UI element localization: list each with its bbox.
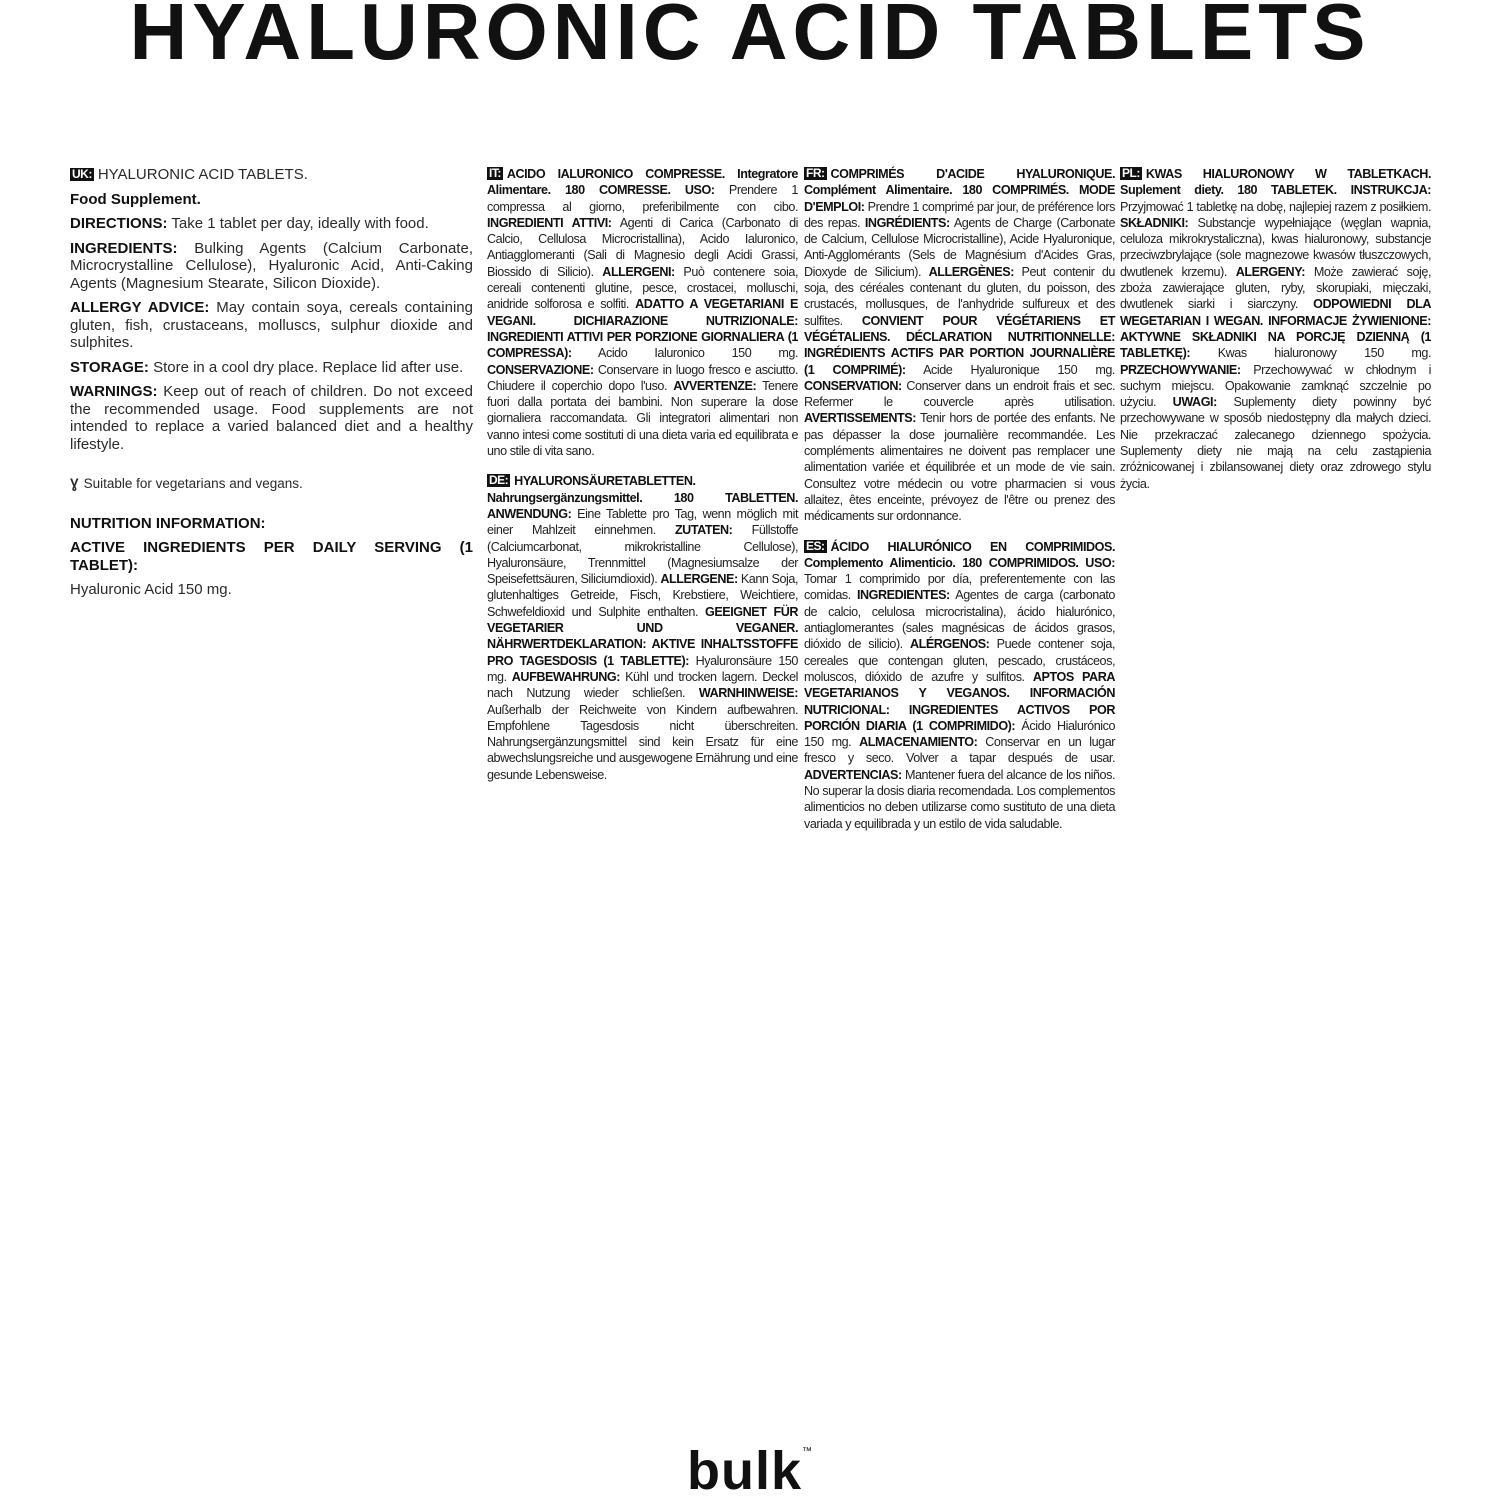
section-label: ALLERGÈNES: (928, 264, 1014, 279)
section-text: Kühl und trocken lagern. Deckel nach Nutzung wieder schließen. (487, 669, 798, 701)
storage-text: Store in a cool dry place. Replace lid after use. (148, 358, 464, 376)
section-text: Mantener fuera del alcance de los niños. No superar la dosis diaria recomendada. Los complementos alimenticios no deben utilizarse como sustituto de una dieta variada y equilibrada y un estilo de vida saludable. (804, 767, 1115, 831)
trademark: ™ (802, 1446, 813, 1457)
section-text: Kwas hialuronowy 150 mg. (1190, 346, 1431, 361)
section-text: Prendre 1 comprimé par jour, de préférence lors des repas. (804, 199, 1115, 230)
section-label: WARNHINWEISE: (698, 686, 798, 701)
fr-flag-badge: FR: (806, 166, 825, 180)
uk-flag-badge: UK: (72, 167, 92, 181)
section-text: Prendere 1 compressa al giorno, preferibilmente con cibo. (487, 183, 798, 214)
column-pl (1120, 166, 1431, 506)
section-es (804, 539, 1115, 832)
section-label: KWAS HIALURONOWY W TABLETKACH. Suplement diety. 180 TABLETEK. INSTRUKCJA: (1120, 167, 1431, 198)
section-label: CONVIENT POUR VÉGÉTARIENS ET VÉGÉTALIENS. DÉCLARATION NUTRITIONNELLE: INGRÉDIENTS ACTIFS PAR PORTION JOURNALIÈRE (1 COMPRIMÉ): (804, 313, 1115, 377)
column-fr-es (804, 166, 1115, 846)
allergy-text: May contain soya, cereals containing gluten, fish, crustaceans, molluscs, sulphur dioxide and sulphites. (70, 299, 473, 351)
section-label: ÁCIDO HIALURÓNICO EN COMPRIMIDOS. Complemento Alimenticio. 180 COMPRIMIDOS. USO: (804, 539, 1115, 570)
warnings-label: WARNINGS: (70, 383, 158, 400)
bulk-logo (0, 1440, 1500, 1502)
section-fr (804, 166, 1115, 525)
uk-heading: HYALURONIC ACID TABLETS. (97, 166, 308, 183)
section-text: Agenti di Carica (Carbonato di Calcio, Cellulosa Microcristallina), Acido Ialuronico, Antiagglomeranti (Sali di Magnesio degli Acidi Grassi, Biossido di Silicio). (487, 215, 798, 279)
section-text: Tenir hors de portée des enfants. Ne pas dépasser la dose journalière recommandée. Les compléments alimentaires ne doivent pas remplacer une alimentation variée et équilibrée et un mode de vie sain. Consultez votre médecin ou votre pharmacien si vous allaitez, êtes enceinte, prévoyez de l'être ou prenez des médicaments sur ordonnance. (804, 411, 1115, 524)
section-label: INGREDIENTES: (856, 588, 950, 603)
section-label: ODPOWIEDNI DLA WEGETARIAN I WEGAN. INFORMACJE ŻYWIENIONE: AKTYWNE SKŁADNIKI NA PORCJĘ DZIENNĄ (1 TABLETKĘ): (1120, 297, 1431, 361)
section-de (487, 473, 798, 783)
section-label: UWAGI: (1172, 395, 1217, 410)
allergy-label: ALLERGY ADVICE: (70, 299, 210, 316)
section-text: Przyjmować 1 tabletkę na dobę, najlepiej razem z posiłkiem. (1120, 199, 1431, 214)
section-label: CONSERVATION: (804, 378, 902, 393)
section-text: Substancje wypełniające (węglan wapnia, celuloza mikrokrystaliczna), kwas hialuronowy, substancje przeciwzbrylające (sole magnezowe kwasów tłuszczowych, dwutlenek krzemu). (1120, 215, 1431, 279)
section-it (487, 166, 798, 459)
storage-label: STORAGE: (70, 358, 149, 376)
ingredients-label: INGREDIENTS: (70, 239, 178, 257)
section-label: COMPRIMÉS D'ACIDE HYALURONIQUE. Complément Alimentaire. 180 COMPRIMÉS. MODE D'EMPLOI: (804, 167, 1115, 214)
section-text: Puede contener soja, cereales que contengan gluten, pescado, crustáceos, moluscos, dióxido de azufre y sulfitos. (804, 637, 1115, 684)
section-label: ALMACENAMIENTO: (859, 735, 978, 750)
section-label: HYALURONSÄURETABLETTEN. Nahrungsergänzungsmittel. 180 TABLETTEN. ANWENDUNG: (487, 474, 798, 521)
section-text: Może zawierać soję, zboża zawierające gluten, ryby, skorupiaki, mięczaki, dwutlenek siarki i siarczyny. (1120, 264, 1432, 312)
nutrition-heading: NUTRITION INFORMATION: (70, 514, 266, 532)
brand-name: bulk (686, 1441, 802, 1501)
section-text: Tenere fuori dalla portata dei bambini. Non superare la dose giornaliera raccomandata. Gli integratori alimentari non vanno intesi come sostituti di una dieta varia ed equilibrata e uno stile di vita sano. (487, 378, 798, 459)
section-label: ALÉRGENOS: (909, 637, 990, 652)
food-supplement: Food Supplement. (70, 190, 201, 208)
section-text: Ácido Hialurónico 150 mg. (804, 718, 1115, 750)
section-pl (1120, 166, 1431, 492)
active-value: Hyaluronic Acid 150 mg. (70, 581, 232, 598)
section-text: Può contenere soia, cereali contenenti glutine, pesce, crostacei, molluschi, anidride solforosa e solfiti. (487, 264, 798, 312)
active-heading: ACTIVE INGREDIENTS PER DAILY SERVING (1 TABLET): (70, 539, 473, 574)
section-label: SKŁADNIKI: (1120, 215, 1189, 230)
section-label: ZUTATEN: (674, 523, 733, 538)
directions-label: DIRECTIONS: (70, 215, 168, 232)
section-text: Acido Ialuronico 150 mg. (571, 346, 798, 361)
section-text: Hyaluronsäure 150 mg. (487, 653, 798, 684)
section-text: Acide Hyaluronique 150 mg. (905, 362, 1115, 377)
section-label: INGREDIENTI ATTIVI: (487, 215, 612, 230)
section-label: AUFBEWAHRUNG: (511, 669, 620, 684)
section-label: GEEIGNET FÜR VEGETARIER UND VEGANER. NÄHRWERTDEKLARATION: AKTIVE INHALTSSTOFFE PRO TAGESDOSIS (1 TABLETTE): (487, 604, 799, 668)
section-label: AVVERTENZE: (673, 378, 757, 393)
vegan-text: Suitable for vegetarians and vegans. (83, 476, 303, 491)
section-label: PRZECHOWYWANIE: (1120, 362, 1241, 377)
section-text: Conservare in luogo fresco e asciutto. Chiudere il coperchio dopo l'uso. (487, 362, 798, 393)
section-text: Agentes de carga (carbonato de calcio, celulosa microcristalina), ácido hialurónico, antiaglomerantes (sales magnésicas de ácidos grasos, dióxido de silicio). (804, 588, 1115, 652)
section-label: AVERTISSEMENTS: (804, 411, 916, 426)
ingredients-text: Bulking Agents (Calcium Carbonate, Microcrystalline Cellulose), Hyaluronic Acid, Anti-Caking Agents (Magnesium Stearate, Silicon Dioxide). (70, 239, 473, 292)
vegan-v-icon: Ɣ (70, 476, 79, 491)
section-text: Eine Tablette pro Tag, wenn möglich mit einer Mahlzeit einnehmen. (487, 506, 798, 538)
section-text: Füllstoffe (Calciumcarbonat, mikrokristalline Cellulose), Hyaluronsäure, Trennmittel (Magnesiumsalze der Speisefettsäuren, Siliciumdioxid). (487, 523, 798, 587)
it-flag-badge: IT: (489, 166, 501, 180)
section-text: Peut contenir du soja, des céréales contenant du gluten, du poisson, des crustacés, mollusques, de l'anhydride sulfureux et des sulfites. (804, 264, 1115, 328)
pl-flag-badge: PL: (1122, 166, 1140, 180)
section-text: Kann Soja, glutenhaltiges Getreide, Fisch, Krebstiere, Weichtiere, Schwefeldioxid und Sulphite enthalten. (487, 572, 799, 619)
section-label: CONSERVAZIONE: (487, 362, 594, 377)
section-label: ADATTO A VEGETARIANI E VEGANI. DICHIARAZIONE NUTRIZIONALE: INGREDIENTI ATTIVI PER PORZIONE GIORNALIERA (1 COMPRESSA): (487, 297, 798, 361)
section-label: ADVERTENCIAS: (804, 767, 902, 782)
section-text: Außerhalb der Reichweite von Kindern aufbewahren. Empfohlene Tagesdosis nicht überschreiten. Nahrungsergänzungsmittel sind kein Ersatz für eine abwechslungsreiche und ausgewogene Ernährung und eine gesunde Lebensweise. (487, 702, 798, 782)
section-text: Conserver dans un endroit frais et sec. Refermer le couvercle après utilisation. (804, 378, 1115, 410)
section-label: ALLERGENE: (660, 572, 738, 587)
section-text: Agents de Charge (Carbonate de Calcium, Cellulose Microcristalline), Acide Hyaluronique, Anti-Agglomérants (Sels de Magnésium d'Acides Gras, Dioxyde de Silicium). (804, 215, 1115, 279)
section-label: ALERGENY: (1235, 264, 1305, 279)
warnings-text: Keep out of reach of children. Do not exceed the recommended usage. Food supplements are not intended to replace a varied balanced diet and a healthy lifestyle. (70, 383, 473, 453)
es-flag-badge: ES: (806, 538, 825, 553)
section-text: Conservar en un lugar fresco y seco. Volver a tapar después de usar. (804, 735, 1115, 766)
column-it-de (487, 166, 798, 797)
section-label: APTOS PARA VEGETARIANOS Y VEGANOS. INFORMACIÓN NUTRICIONAL: INGREDIENTES ACTIVOS POR PORCIÓN DIARIA (1 COMPRIMIDO): (804, 669, 1115, 733)
section-text: Tomar 1 comprimido por día, preferentemente con las comidas. (804, 572, 1115, 603)
section-label: ACIDO IALURONICO COMPRESSE. Integratore Alimentare. 180 COMRESSE. USO: (487, 167, 798, 198)
directions-text: Take 1 tablet per day, ideally with food. (167, 215, 429, 232)
section-text: Przechowywać w chłodnym i suchym miejscu. Opakowanie zamknąć szczelnie po użyciu. (1120, 362, 1431, 410)
de-flag-badge: DE: (489, 473, 509, 488)
page-title: HYALURONIC ACID TABLETS (129, 0, 1371, 76)
uk-section (70, 166, 473, 606)
section-label: INGRÉDIENTS: (864, 215, 950, 230)
section-label: ALLERGENI: (602, 264, 675, 279)
section-text: Suplementy diety powinny być przechowywane w sposób niedostępny dla małych dzieci. Nie przekraczać zalecanego dziennego spożycia. Suplementy diety nie mają na celu zastąpienia zróżnicowanej i zbilansowanej diety oraz zdrowego stylu życia. (1120, 395, 1431, 491)
